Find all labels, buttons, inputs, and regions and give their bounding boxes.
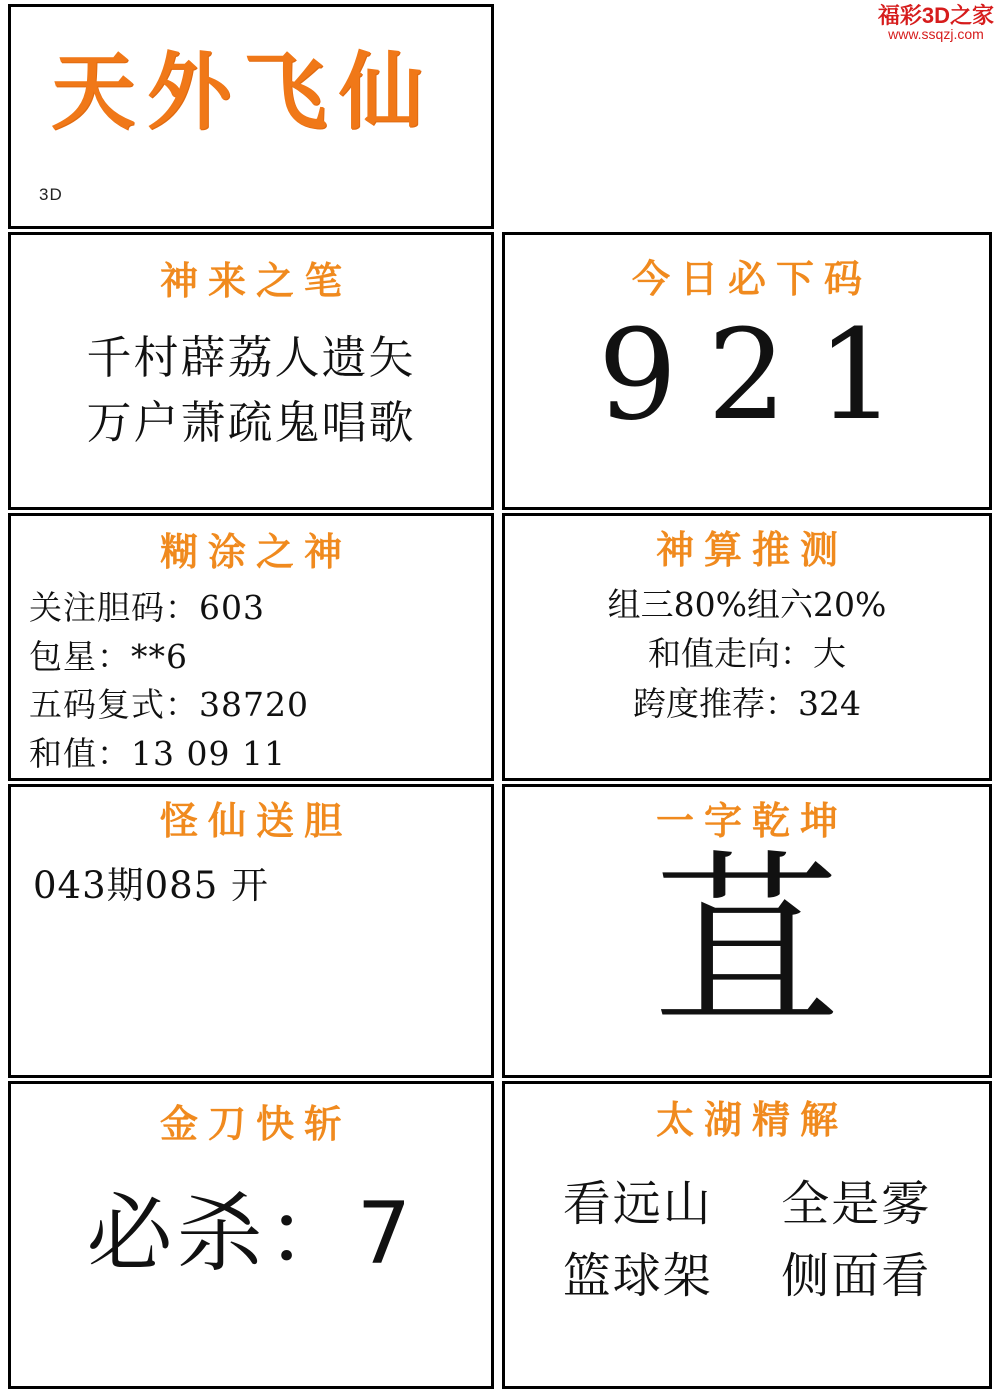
hutu-row-4: 和值：13 09 11	[29, 734, 286, 774]
poem-line-1: 千村薜荔人遗矢	[86, 330, 416, 384]
shensuan-row-2: 和值走向：大	[648, 634, 846, 674]
panel-taihu-title: 太湖精解	[655, 1098, 848, 1142]
panel-shenlai-body	[11, 325, 491, 456]
panel-shensuan-body	[505, 580, 989, 729]
taihu-line-2	[505, 1240, 989, 1312]
masthead	[8, 4, 494, 229]
issue-label: 3D	[39, 185, 63, 204]
hutu-row-1: 关注胆码：603	[29, 587, 265, 627]
panel-taihu	[502, 1081, 992, 1389]
panel-hutu-body	[29, 584, 491, 779]
taihu-line-2-a: 篮球架	[562, 1247, 713, 1304]
shensuan-row-1: 组三80%组六20%	[607, 584, 887, 624]
panel-bixia	[502, 232, 992, 510]
hutu-row-3: 五码复式：38720	[29, 685, 309, 725]
taihu-line-1-b: 全是雾	[781, 1175, 932, 1232]
panel-jindao	[8, 1081, 494, 1389]
page-title: 天外飞仙	[51, 43, 436, 141]
site-watermark	[878, 4, 994, 42]
panel-yizi	[502, 784, 992, 1078]
taihu-line-1-a: 看远山	[562, 1175, 713, 1232]
panel-guaixian	[8, 784, 494, 1078]
watermark-url: www.ssqzj.com	[888, 26, 984, 43]
panel-guaixian-title: 怪仙送胆	[159, 799, 352, 843]
hutu-row-2: 包星：**6	[29, 636, 188, 676]
panel-yizi-title: 一字乾坤	[655, 799, 848, 843]
today-must-numbers: 921	[597, 302, 927, 448]
poem-line-2: 万户萧疏鬼唱歌	[86, 396, 416, 450]
taihu-line-2-b: 侧面看	[781, 1247, 932, 1304]
yizi-character: 苴	[654, 832, 840, 1049]
guaixian-issue-line: 043期085 开	[33, 863, 270, 907]
panel-shensuan	[502, 513, 992, 781]
panel-shenlai-title: 神来之笔	[159, 259, 352, 303]
shensuan-row-3: 跨度推荐：324	[633, 683, 861, 723]
panel-hutu-title: 糊涂之神	[159, 530, 352, 574]
panel-hutu	[8, 513, 494, 781]
panel-bixia-title: 今日必下码	[631, 257, 872, 301]
panel-jindao-title: 金刀快斩	[159, 1102, 352, 1146]
panel-shensuan-title: 神算推测	[655, 528, 848, 572]
panel-shenlai	[8, 232, 494, 510]
jindao-kill-number: 必杀：7	[86, 1183, 416, 1284]
panel-taihu-body	[505, 1168, 989, 1312]
watermark-brand: 福彩3D之家	[877, 3, 994, 28]
taihu-line-1	[505, 1168, 989, 1240]
